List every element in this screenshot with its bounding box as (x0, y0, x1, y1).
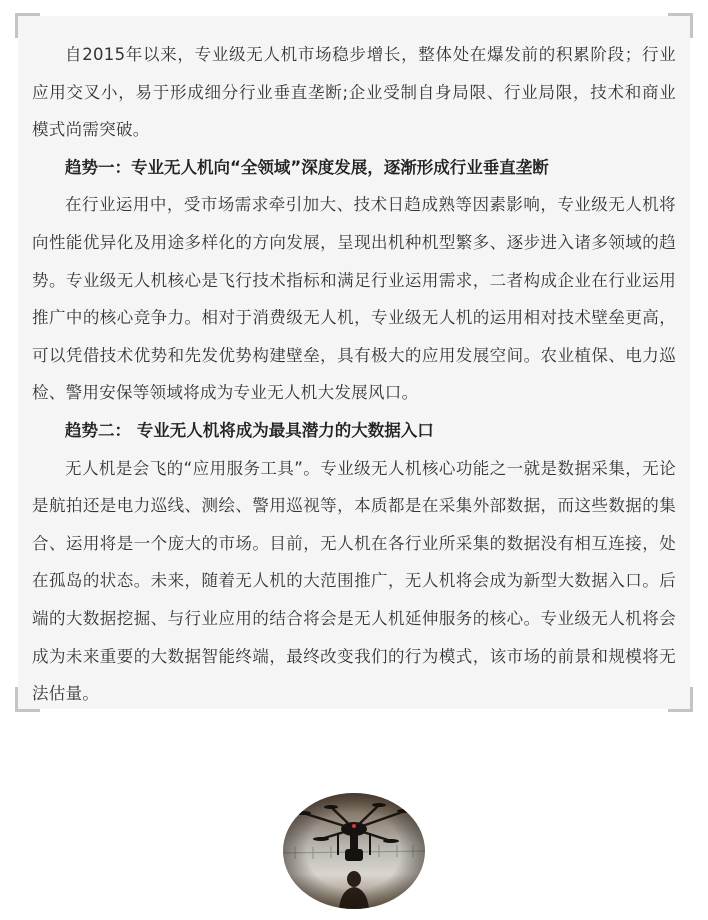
corner-bracket-bottom-left (15, 687, 40, 712)
trend2-paragraph: 无人机是会飞的“应用服务工具”。专业级无人机核心功能之一就是数据采集，无论是航拍还是电力巡线、测绘、警用巡视等，本质都是在采集外部数据，而这些数据的集合、运用将是一个庞大的市场。目前，无人机在各行业所采集的数据没有相互连接，处在孤岛的状态。未来，随着无人机的大范围推广，无人机将会成为新型大数据入口。后端的大数据挖掘、与行业应用的结合将会是无人机延伸服务的核心。专业级无人机将会成为未来重要的大数据智能终端，最终改变我们的行为模式，该市场的前景和规模将无法估量。 (32, 458, 676, 704)
corner-bracket-top-left (15, 13, 40, 38)
article-text-box (18, 16, 690, 709)
trend1-paragraph: 在行业运用中，受市场需求牵引加大、技术日趋成熟等因素影响，专业级无人机将向性能优异化及用途多样化的方向发展，呈现出机种机型繁多、逐步进入诸多领域的趋势。专业级无人机核心是飞行技术指标和满足行业运用需求，二者构成企业在行业运用推广中的核心竞争力。相对于消费级无人机，专业级无人机的运用相对技术壁垒更高，可以凭借技术优势和先发优势构建壁垒，具有极大的应用发展空间。农业植保、电力巡检、警用安保等领域将成为专业无人机大发展风口。 (32, 195, 676, 403)
trend2-heading: 趋势二： 专业无人机将成为最具潜力的大数据入口 (65, 420, 434, 440)
drone-photo-illustration (283, 793, 425, 909)
intro-paragraph: 自2015年以来，专业级无人机市场稳步增长，整体处在爆发前的积累阶段；行业应用交叉小，易于形成细分行业垂直垄断;企业受制自身局限、行业局限，技术和商业模式尚需突破。 (32, 45, 676, 140)
corner-bracket-top-right (668, 13, 693, 38)
corner-bracket-bottom-right (668, 687, 693, 712)
drone-photo (283, 793, 425, 909)
trend1-heading: 趋势一：专业无人机向“全领域”深度发展，逐渐形成行业垂直垄断 (65, 157, 549, 177)
